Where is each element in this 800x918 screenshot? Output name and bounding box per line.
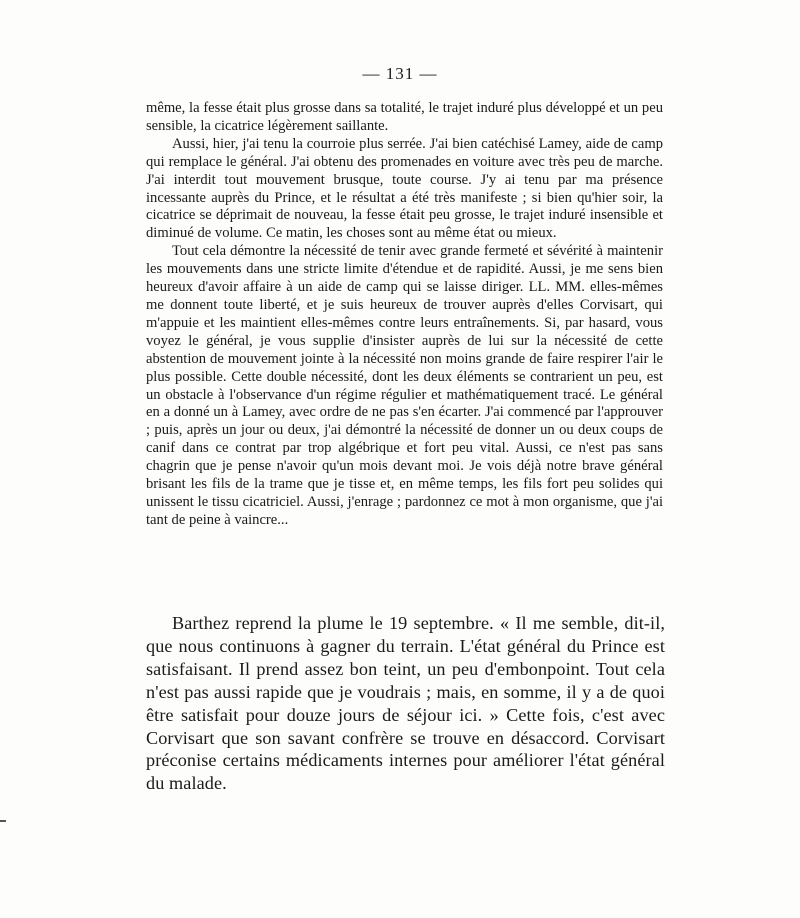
narrative-text: [146, 612, 665, 795]
letter-excerpt: [146, 100, 663, 530]
paragraph: Aussi, hier, j'ai tenu la courroie plus serrée. J'ai bien catéchisé Lamey, aide de camp qui remplace le général. J'ai obtenu des promenades en voiture avec très peu de marche. J'ai interdit tout mouvement brusque, toute course. J'y ai tenu par ma présence incessante auprès du Prince, et le résultat a été très manifeste ; si bien qu'hier soir, la cicatrice se déprimait de nouveau, la fesse était peu grosse, le trajet induré insensible et diminué de volume. Ce matin, les choses sont au même état ou mieux.: [146, 135, 663, 242]
paragraph-continuation: même, la fesse était plus grosse dans sa totalité, le trajet induré plus développé et un peu sensible, la cicatrice légèrement saillante.: [146, 100, 663, 134]
paragraph: Barthez reprend la plume le 19 septembre. « Il me semble, dit-il, que nous continuons à gagner du terrain. L'état général du Prince est satisfaisant. Il prend assez bon teint, un peu d'embonpoint. Tout cela n'est pas aussi rapide que je voudrais ; mais, en somme, il y a de quoi être satisfait pour douze jours de séjour ici. » Cette fois, c'est avec Corvisart que son savant confrère se trouve en désaccord. Corvisart préconise certains médicaments internes pour améliorer l'état général du malade.: [146, 613, 665, 794]
paragraph: Tout cela démontre la nécessité de tenir avec grande fermeté et sévérité à maintenir les mouvements dans une stricte limite d'étendue et de rapidité. Aussi, je me sens bien heureux d'avoir affaire à un aide de camp qui se laisse diriger. LL. MM. elles-mêmes me donnent toute liberté, et je suis heureux de trouver auprès d'elles Corvisart, qui m'appuie et les maintient elles-mêmes contre leurs entraînements. Si, par hasard, vous voyez le général, je vous supplie d'insister auprès de lui sur la nécessité de cette abstention de mouvement jointe à la nécessité non moins grande de faire respirer l'air le plus possible. Cette double nécessité, dont les deux éléments se contrarient un peu, est un obstacle à l'observance d'un régime régulier et mathématiquement tracé. Le général en a donné un à Lamey, avec ordre de ne pas s'en écarter. J'ai commencé par l'approuver ; puis, après un jour ou deux, j'ai démontré la nécessité de donner un ou deux coups de canif dans ce contrat par trop algébrique et fort peu vital. Aussi, ce n'est pas sans chagrin que je pense n'avoir qu'un mois devant moi. Je vois déjà notre brave général brisant les fils de la trame que je tisse et, en même temps, les fils fort peu solides qui unissent le tissu cicatriciel. Aussi, j'enrage ; pardonnez ce mot à mon organisme, que j'ai tant de peine à vaincre...: [146, 243, 663, 528]
margin-mark: [0, 820, 6, 822]
page-number: — 131 —: [362, 64, 438, 83]
